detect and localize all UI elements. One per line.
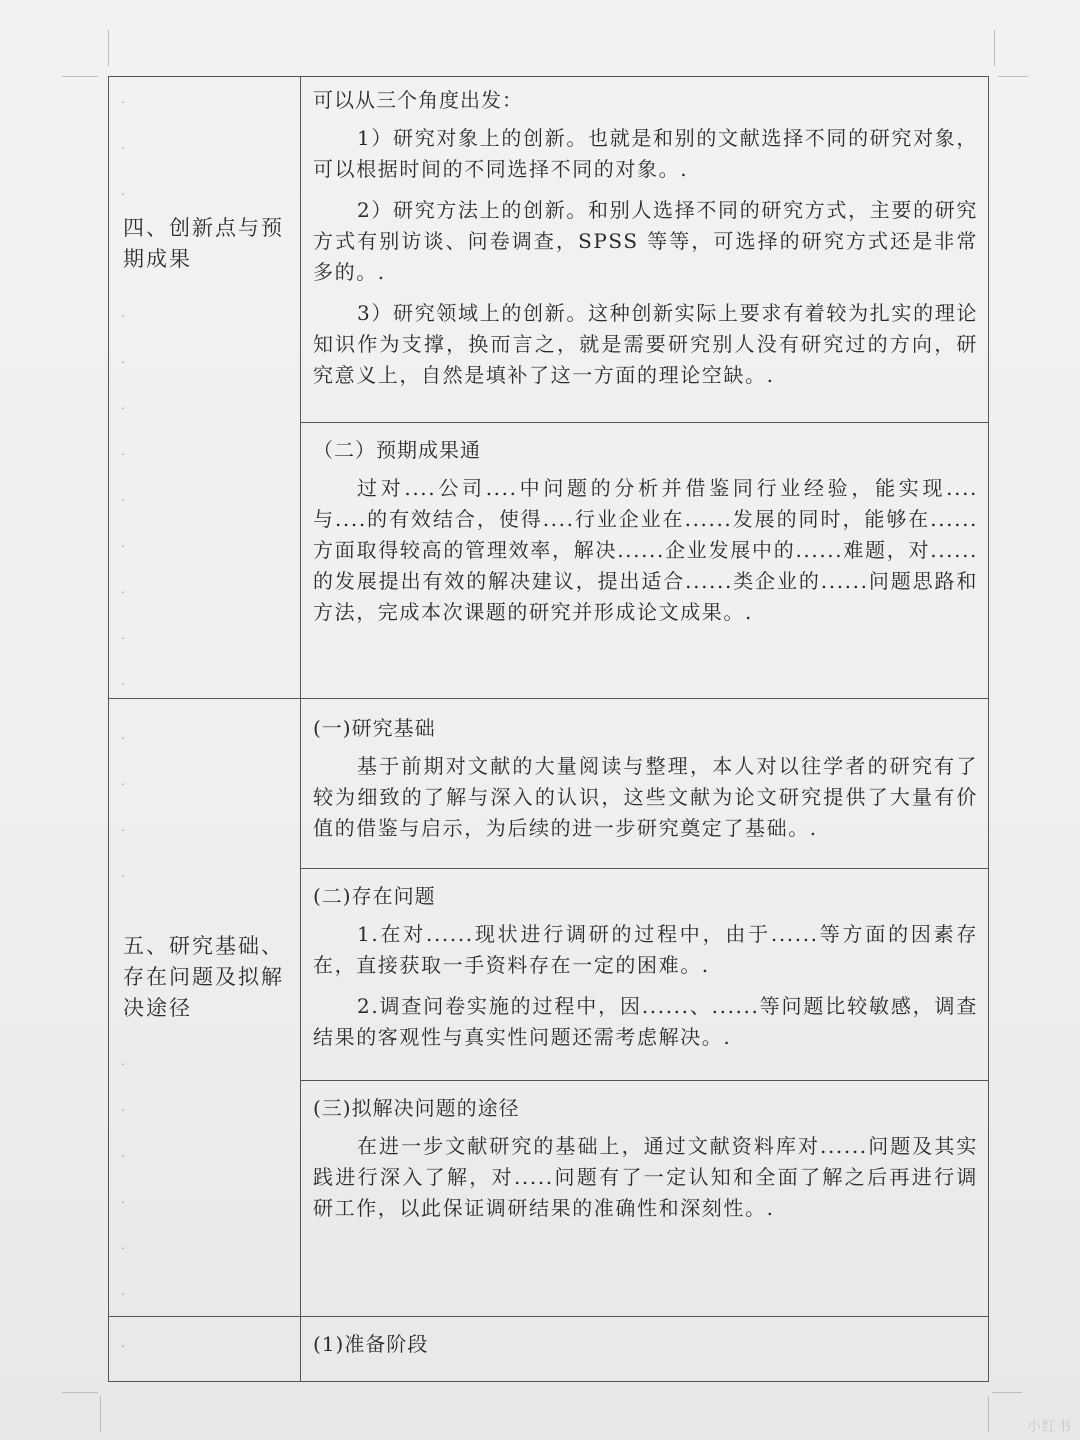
paragraph-mark: . [121,306,125,320]
paragraph-mark: . [121,536,125,550]
crop-mark-top-right-v [994,30,995,66]
crop-mark-bottom-left-v [100,1396,101,1432]
paragraph-mark: . [121,582,125,596]
paragraph: 3）研究领域上的创新。这种创新实际上要求有着较为扎实的理论知识作为支撑，换而言之，就是需要研究别人没有研究过的方向，研究意义上，自然是填补了这一方面的理论空缺。. [313,301,978,387]
crop-mark-bottom-left-h [62,1392,98,1393]
proposal-form-table [108,76,989,1382]
paragraph-mark: . [121,490,125,504]
block-heading: (二)存在问题 [313,884,436,908]
paragraph: 2）研究方法上的创新。和别人选择不同的研究方式，主要的研究方式有别访谈、问卷调查，SPSS 等等，可选择的研究方式还是非常多的。. [313,198,978,284]
paragraph: 过对....公司....中问题的分析并借鉴同行业经验，能实现....与....的有效结合，使得....行业企业在......发展的同时，能够在......方面取得较高的管理效率，解决......企业发展中的......难题，对......的发展提出有效的解决建议，提出适合......类企业的......问题思路和方法，完成本次课题的研究并形成论文成果。. [313,476,978,624]
label-cell [109,77,301,699]
paragraph-mark: . [121,866,125,880]
content-cell [301,869,989,1081]
paragraph-mark: . [121,1336,125,1350]
content-cell [301,1081,989,1317]
content-cell [301,1317,989,1382]
paragraph-mark: . [121,138,125,152]
paragraph-mark: . [121,674,125,688]
label-cell [109,1317,301,1382]
table-row [109,77,989,423]
paragraph: 在进一步文献研究的基础上，通过文献资料库对......问题及其实践进行深入了解，对.....问题有了一定认知和全面了解之后再进行调研工作，以此保证调研结果的准确性和深刻性。. [313,1134,978,1220]
block-heading: （二）预期成果通 [313,438,481,462]
paragraph: 1.在对......现状进行调研的过程中，由于......等方面的因素存在，直接获取一手资料存在一定的困难。. [313,922,978,977]
section-label-innovation: 四、创新点与预期成果 [123,216,284,271]
content-cell [301,699,989,869]
crop-mark-bottom-right-v [988,1396,989,1432]
block-heading: (1)准备阶段 [313,1332,429,1356]
paragraph-mark: . [121,1100,125,1114]
paragraph-mark: . [121,398,125,412]
paragraph: 基于前期对文献的大量阅读与整理，本人对以往学者的研究有了较为细致的了解与深入的认识，这些文献为论文研究提供了大量有价值的借鉴与启示，为后续的进一步研究奠定了基础。. [313,754,978,840]
table-row [109,699,989,869]
block-heading: (一)研究基础 [313,716,436,740]
paragraph-mark: . [121,444,125,458]
paragraph-mark: . [121,1238,125,1252]
section-label-research-basis: 五、研究基础、存在问题及拟解决途径 [123,934,284,1020]
paragraph-mark: . [121,352,125,366]
crop-mark-top-left-h [62,76,98,77]
paragraph-mark: . [121,1284,125,1298]
table-row [109,1317,989,1382]
paragraph-mark: . [121,1192,125,1206]
paragraph-mark: . [121,1146,125,1160]
paragraph-mark: . [121,1054,125,1068]
paragraph-mark: . [121,92,125,106]
content-cell [301,77,989,423]
crop-mark-top-left-v [108,30,109,66]
paragraph-mark: . [121,728,125,742]
paragraph-mark: . [121,628,125,642]
block-heading: (三)拟解决问题的途径 [313,1096,520,1120]
content-cell [301,423,989,699]
paragraph-mark: . [121,184,125,198]
paragraph-mark: . [121,820,125,834]
crop-mark-top-right-h [998,76,1028,77]
watermark: 小红书 [1027,1419,1072,1435]
label-cell [109,699,301,1317]
block-heading: 可以从三个角度出发： [313,88,523,112]
paragraph: 2.调查问卷实施的过程中，因......、......等问题比较敏感，调查结果的客观性与真实性问题还需考虑解决。. [313,994,978,1049]
paragraph-mark: . [121,774,125,788]
crop-mark-bottom-right-h [992,1392,1022,1393]
paragraph: 1）研究对象上的创新。也就是和别的文献选择不同的研究对象，可以根据时间的不同选择不同的对象。. [313,126,978,181]
